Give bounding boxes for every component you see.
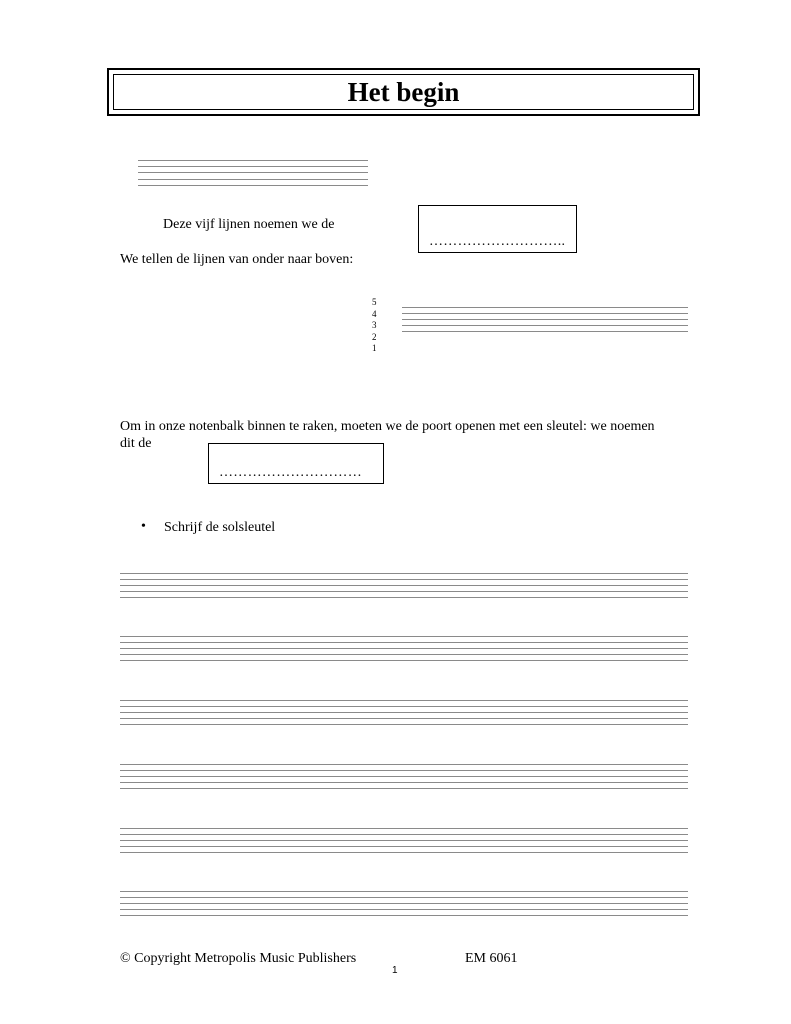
line-numbers [372,297,377,355]
practice-staff-3 [120,700,688,726]
line-number-3: 3 [372,320,377,330]
line-number-1: 1 [372,343,377,353]
clef-paragraph-line2: dit de [120,436,152,451]
clef-name-blank: ………………………… [219,465,362,480]
page-number: 1 [392,965,398,976]
line-number-2: 2 [372,331,377,342]
count-lines-instruction: We tellen de lijnen van onder naar boven: [120,252,354,267]
line-number-4: 4 [372,308,377,319]
numbered-staff [402,307,688,333]
title-frame [107,68,700,116]
staff-name-answer-box[interactable] [418,205,577,253]
clef-paragraph-line1: Om in onze notenbalk binnen te raken, moeten we de poort openen met een sleutel: we noemen [120,419,655,434]
line-number-5: 5 [372,297,377,307]
bullet-icon: • [141,519,146,534]
example-staff-small [138,160,368,188]
edition-code: EM 6061 [465,951,518,966]
practice-staff-4 [120,764,688,790]
clef-name-answer-box[interactable] [208,443,384,484]
five-lines-question: Deze vijf lijnen noemen we de [163,217,335,232]
page-title: Het begin [347,76,460,107]
practice-staff-5 [120,828,688,854]
bullet-item-write-clef: Schrijf de solsleutel [164,520,276,535]
copyright-notice: © Copyright Metropolis Music Publishers [120,951,357,966]
staff-name-blank: ……………………….. [429,234,566,249]
practice-staff-6 [120,891,688,917]
practice-staff-2 [120,636,688,662]
title-inner-frame [113,74,694,110]
practice-staff-1 [120,573,688,599]
